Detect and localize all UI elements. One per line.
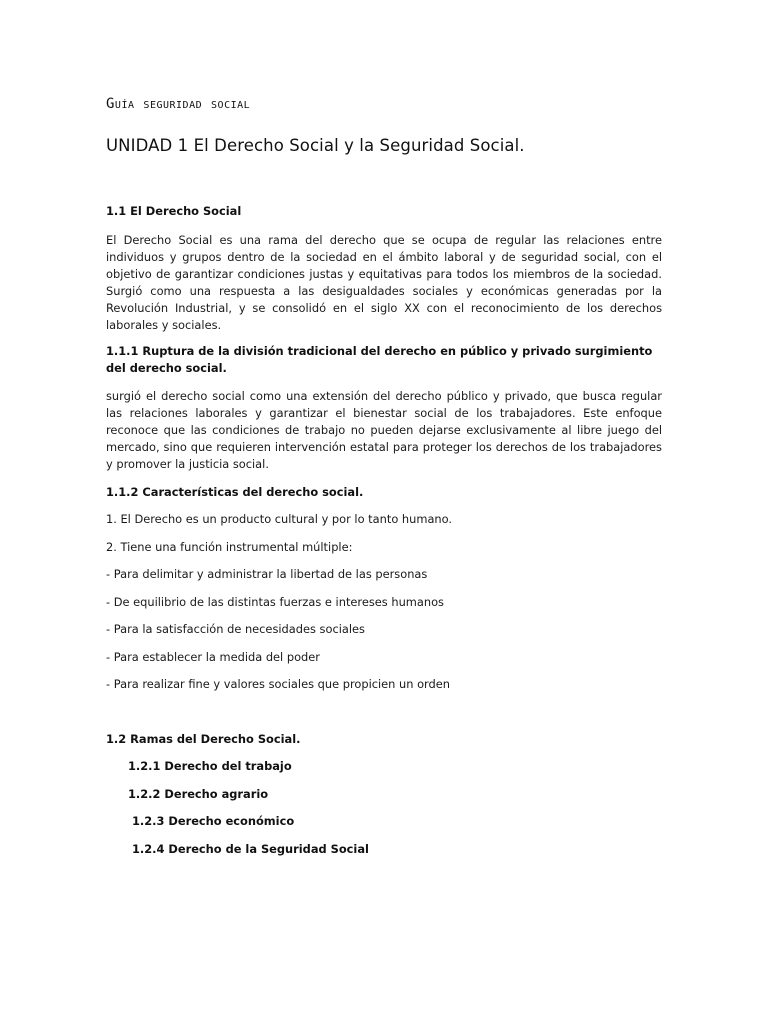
characteristic-item: - Para establecer la medida del poder — [106, 650, 320, 664]
section-1-1-1-heading: 1.1.1 Ruptura de la división tradicional del derecho en público y privado surgimiento del derecho social. — [106, 344, 653, 375]
branch-item: 1.2.4 Derecho de la Seguridad Social — [132, 842, 369, 856]
branch-item: 1.2.2 Derecho agrario — [128, 787, 269, 801]
section-1-2-heading: 1.2 Ramas del Derecho Social. — [106, 732, 301, 746]
characteristic-item: - Para realizar fine y valores sociales que propicien un orden — [106, 677, 450, 691]
section-1-1-2-heading: 1.1.2 Características del derecho social. — [106, 485, 364, 499]
branch-item: 1.2.3 Derecho económico — [132, 814, 295, 828]
characteristic-item: 2. Tiene una función instrumental múltiple: — [106, 540, 353, 554]
characteristic-item: - Para la satisfacción de necesidades sociales — [106, 622, 365, 636]
unit-title: UNIDAD 1 El Derecho Social y la Seguridad Social. — [106, 136, 525, 155]
guide-title: Guía seguridad social — [106, 96, 251, 112]
section-1-1-body: El Derecho Social es una rama del derecho que se ocupa de regular las relaciones entre individuos y grupos dentro de la sociedad en el ámbito laboral y de seguridad social, con el objetivo de garantizar condiciones justas y equitativas para todos los miembros de la sociedad. Surgió como una respuesta a las desigualdades sociales y económicas generadas por la Revolución Industrial, y se consolidó en el siglo XX con el reconocimiento de los derechos laborales y sociales. — [106, 233, 662, 332]
characteristic-item: - Para delimitar y administrar la libertad de las personas — [106, 567, 428, 581]
branch-item: 1.2.1 Derecho del trabajo — [128, 759, 292, 773]
characteristic-item: 1. El Derecho es un producto cultural y por lo tanto humano. — [106, 512, 453, 526]
section-1-1-heading: 1.1 El Derecho Social — [106, 204, 242, 218]
section-1-1-1-body: surgió el derecho social como una extensión del derecho público y privado, que busca regular las relaciones laborales y garantizar el bienestar social de los trabajadores. Este enfoque reconoce que las condiciones de trabajo no pueden dejarse exclusivamente al libre juego del mercado, sino que requieren intervención estatal para proteger los derechos de los trabajadores y promover la justicia social. — [106, 389, 662, 471]
characteristic-item: - De equilibrio de las distintas fuerzas e intereses humanos — [106, 595, 444, 609]
